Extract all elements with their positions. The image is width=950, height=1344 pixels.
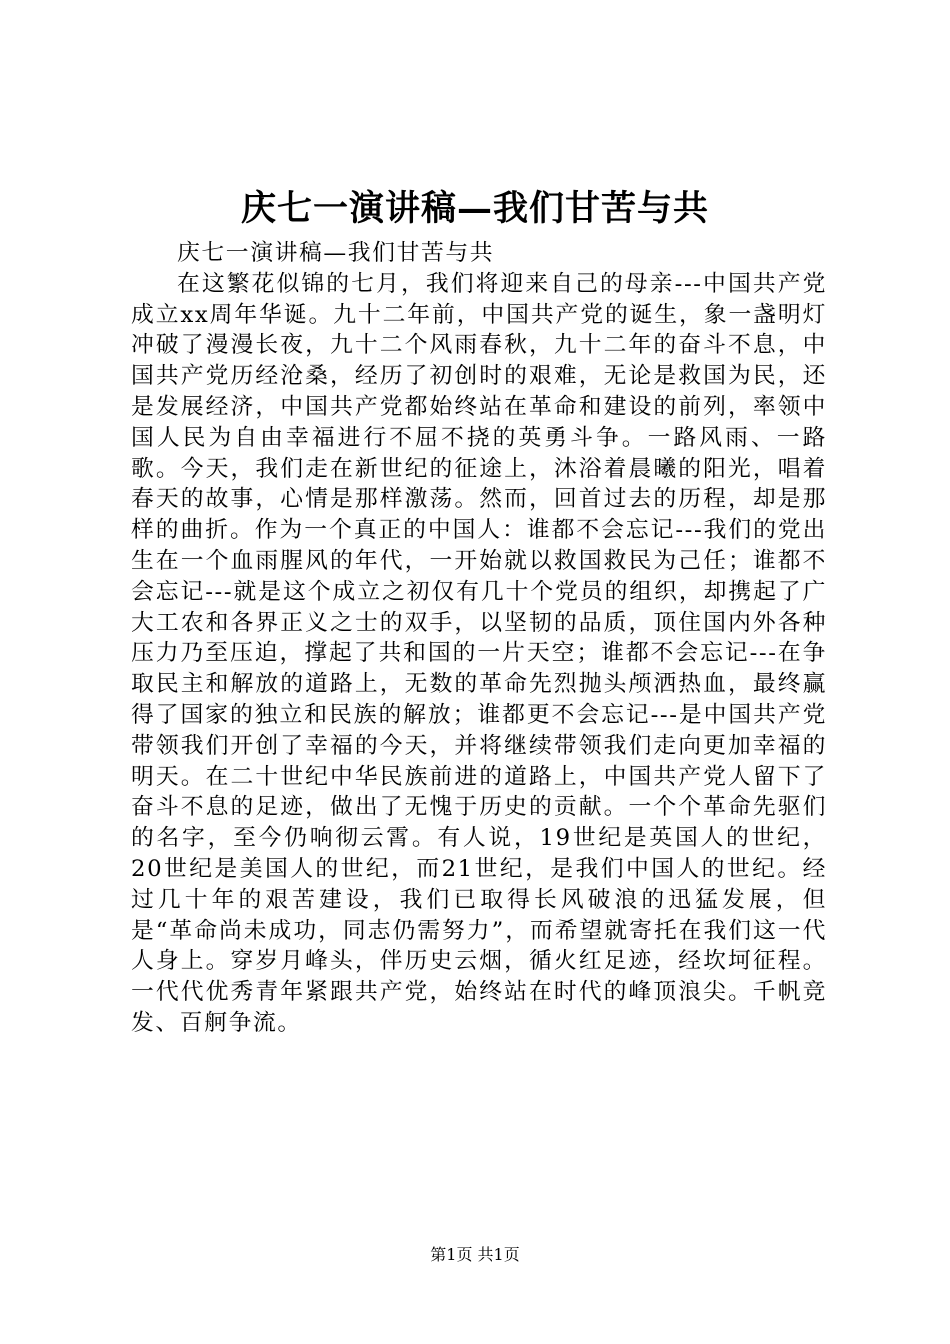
body-paragraph: 在这繁花似锦的七月，我们将迎来自己的母亲---中国共产党成立xx周年华诞。九十二年前，中国共产党的诞生，象一盏明灯冲破了漫漫长夜，九十二个风雨春秋，九十二年的奋斗不息，中国共产党历经沧桑，经历了初创时的艰难，无论是救国为民，还是发展经济，中国共产党都始终站在革命和建设的前列，率领中国人民为自由幸福进行不屈不挠的英勇斗争。一路风雨、一路歌。今天，我们走在新世纪的征途上，沐浴着晨曦的阳光，唱着春天的故事，心情是那样激荡。然而，回首过去的历程，却是那样的曲折。作为一个真正的中国人：谁都不会忘记---我们的党出生在一个血雨腥风的年代，一开始就以救国救民为己任；谁都不会忘记---就是这个成立之初仅有几十个党员的组织，却携起了广大工农和各界正义之士的双手，以坚韧的品质，顶住国内外各种压力乃至压迫，撑起了共和国的一片天空；谁都不会忘记---在争取民主和解放的道路上，无数的革命先烈抛头颅洒热血，最终赢得了国家的独立和民族的解放；谁都更不会忘记---是中国共产党带领我们开创了幸福的今天，并将继续带领我们走向更加幸福的明天。在二十世纪中华民族前进的道路上，中国共产党人留下了奋斗不息的足迹，做出了无愧于历史的贡献。一个个革命先驱们的名字，至今仍响彻云霄。有人说，19世纪是英国人的世纪，20世纪是美国人的世纪，而21世纪，是我们中国人的世纪。经过几十年的艰苦建设，我们已取得长风破浪的迅猛发展，但是“革命尚未成功，同志仍需努力”，而希望就寄托在我们这一代人身上。穿岁月峰头，伴历史云烟，循火红足迹，经坎坷征程。一代代优秀青年紧跟共产党，始终站在时代的峰顶浪尖。千帆竞发、百舸争流。 — [131, 270, 827, 1036]
document-body — [131, 238, 827, 1039]
page-title: 庆七一演讲稿—我们甘苦与共 — [240, 188, 709, 229]
page-footer: 第1页 共1页 — [430, 1245, 520, 1264]
document-subtitle: 庆七一演讲稿—我们甘苦与共 — [177, 240, 495, 266]
